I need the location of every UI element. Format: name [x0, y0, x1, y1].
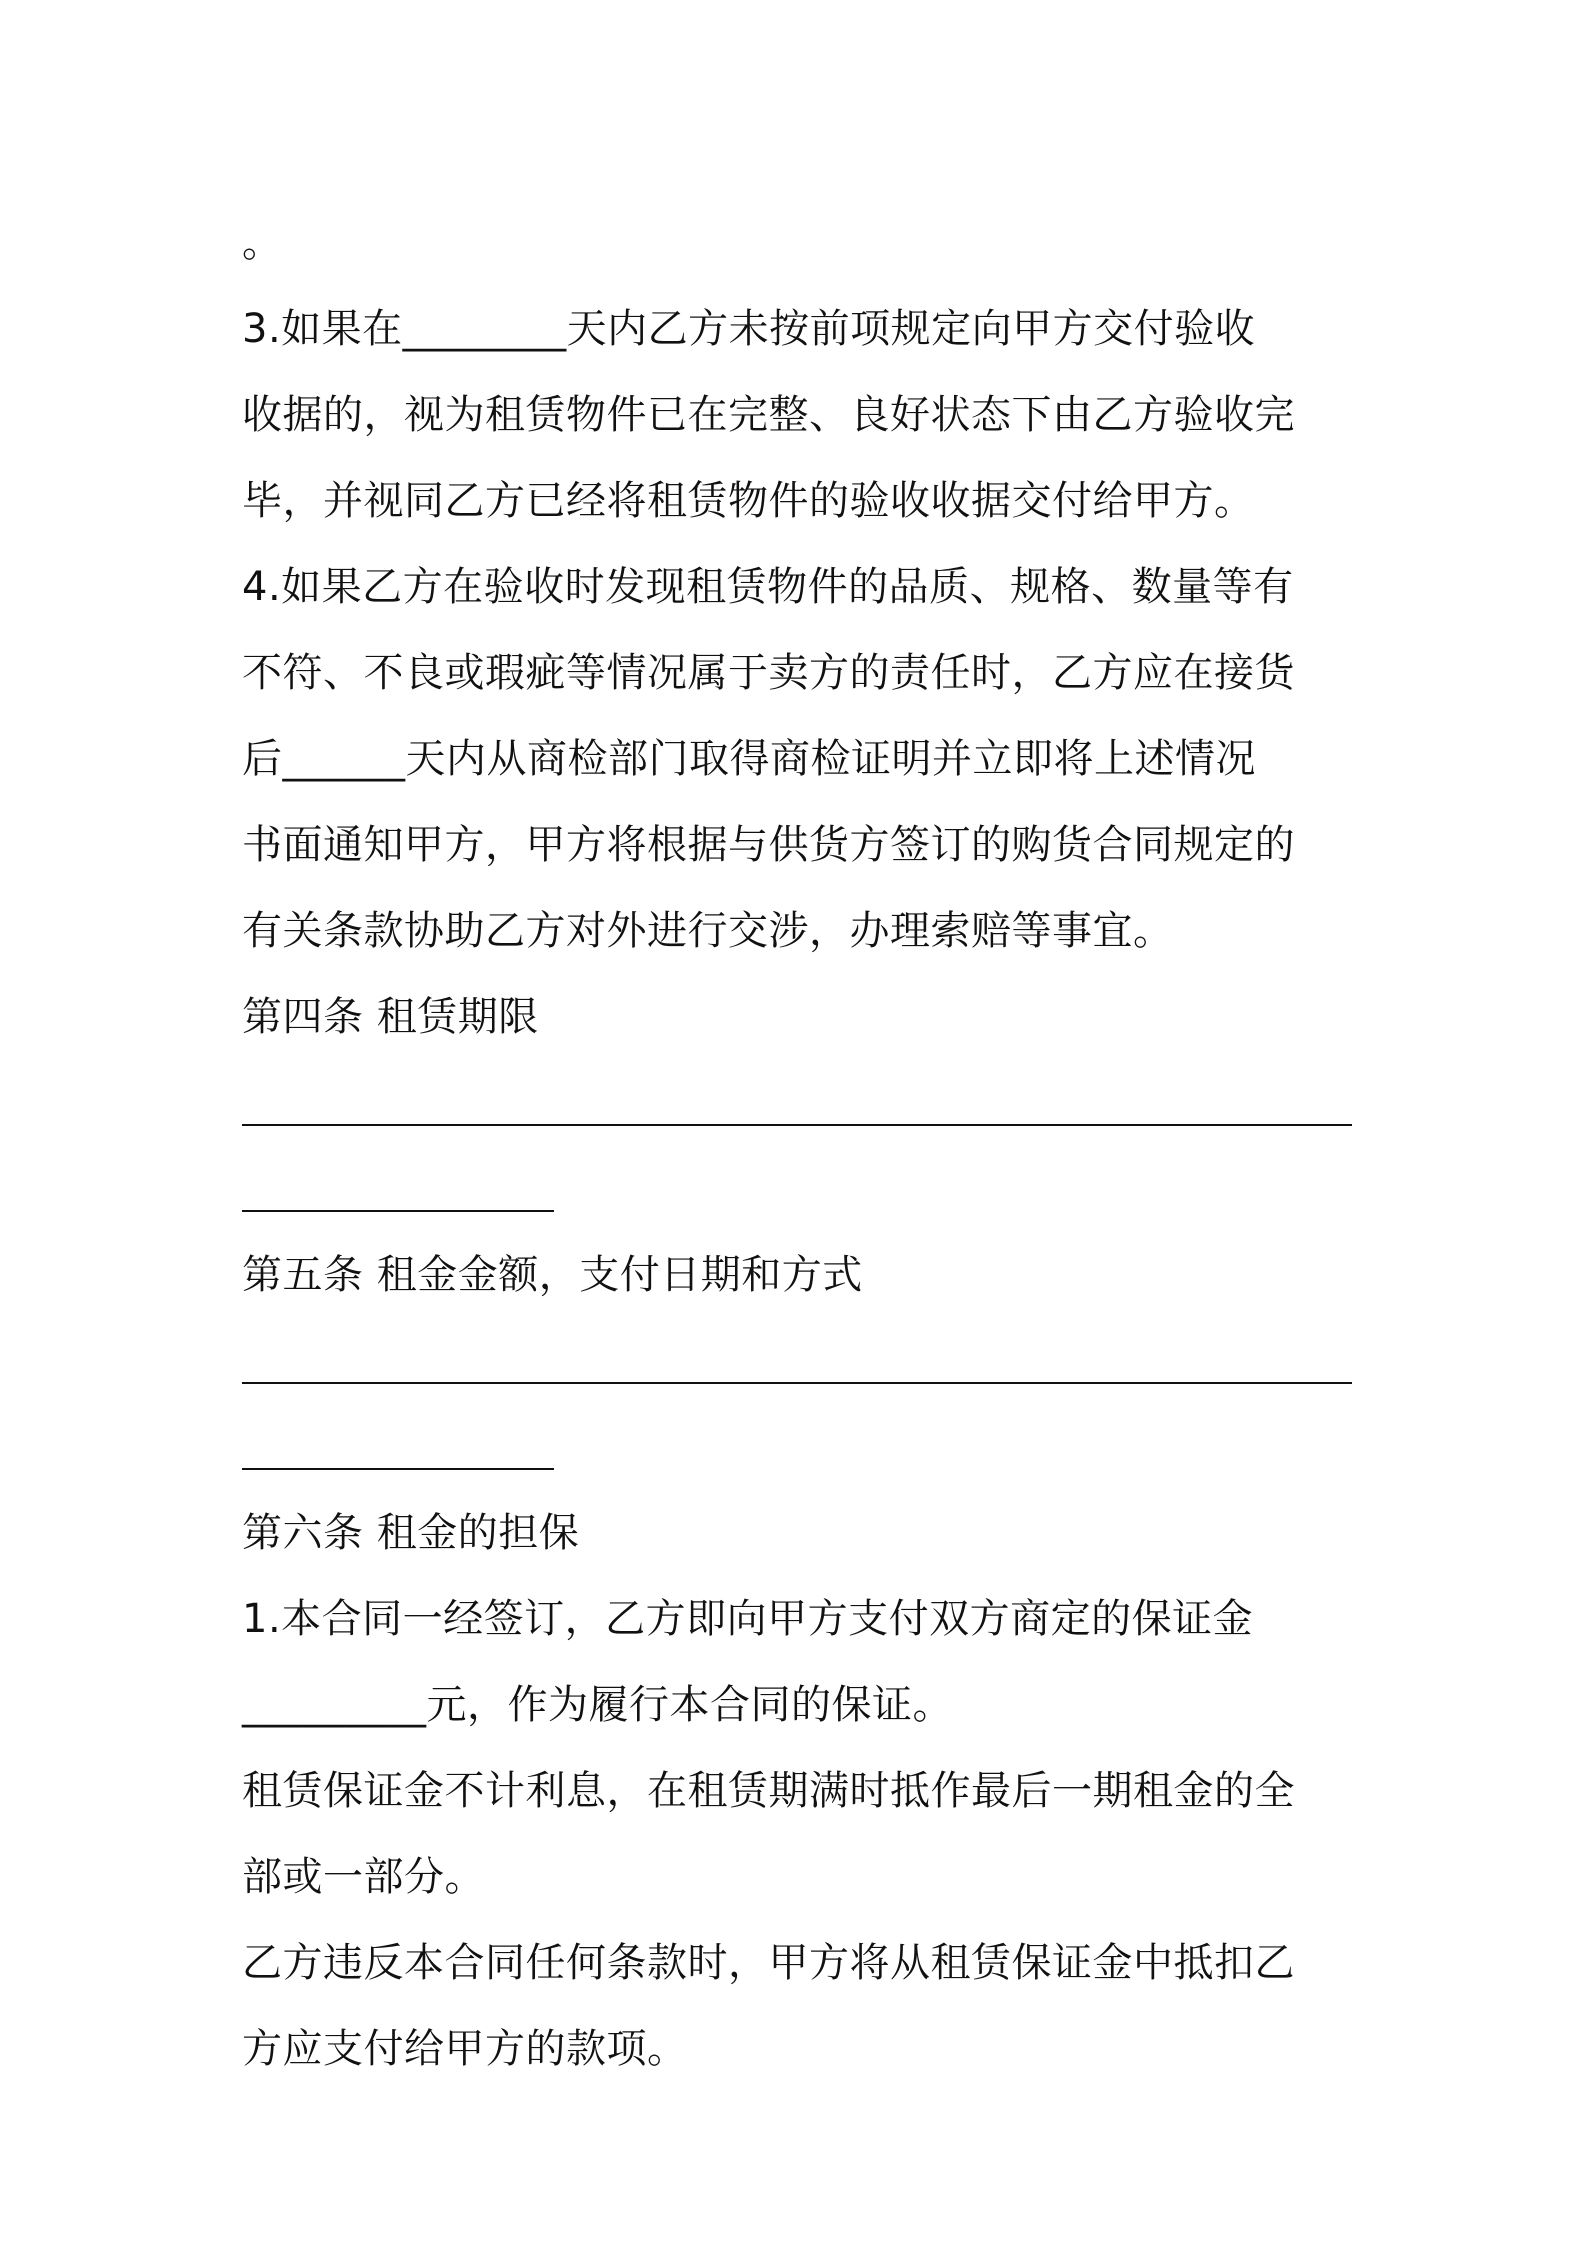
text-line: 乙方违反本合同任何条款时，甲方将从租赁保证金中抵扣乙	[242, 1940, 1295, 1986]
text-line: _________元，作为履行本合同的保证。	[242, 1682, 953, 1728]
fill-in-blank-line	[242, 1146, 1362, 1232]
text-line: 毕，并视同乙方已经将租赁物件的验收收据交付给甲方。	[242, 478, 1255, 524]
text-line: 后______天内从商检部门取得商检证明并立即将上述情况	[242, 736, 1256, 782]
text-line: 书面通知甲方，甲方将根据与供货方签订的购货合同规定的	[242, 822, 1295, 868]
fill-in-blank-line	[242, 1318, 1362, 1404]
blank-underline	[242, 1468, 554, 1470]
text-line: 。	[242, 220, 283, 266]
text-line: 3.如果在________天内乙方未按前项规定向甲方交付验收	[242, 306, 1256, 352]
blank-underline	[242, 1124, 1352, 1126]
text-line: 租赁保证金不计利息，在租赁期满时抵作最后一期租金的全	[242, 1768, 1295, 1814]
text-line: 有关条款协助乙方对外进行交涉，办理索赔等事宜。	[242, 908, 1174, 954]
article-6-heading: 第六条 租金的担保	[242, 1510, 580, 1556]
text-line: 不符、不良或瑕疵等情况属于卖方的责任时，乙方应在接货	[242, 650, 1295, 696]
blank-underline	[242, 1210, 554, 1212]
blank-underline	[242, 1382, 1352, 1384]
text-line: 方应支付给甲方的款项。	[242, 2026, 688, 2072]
text-line: 部或一部分。	[242, 1854, 485, 1900]
fill-in-blank-line	[242, 1060, 1362, 1146]
text-line: 4.如果乙方在验收时发现租赁物件的品质、规格、数量等有	[242, 564, 1294, 610]
article-4-heading: 第四条 租赁期限	[242, 994, 539, 1040]
contract-page	[242, 200, 1362, 2092]
text-line: 收据的，视为租赁物件已在完整、良好状态下由乙方验收完	[242, 392, 1295, 438]
fill-in-blank-line	[242, 1404, 1362, 1490]
text-line: 1.本合同一经签订，乙方即向甲方支付双方商定的保证金	[242, 1596, 1254, 1642]
article-5-heading: 第五条 租金金额，支付日期和方式	[242, 1252, 863, 1298]
